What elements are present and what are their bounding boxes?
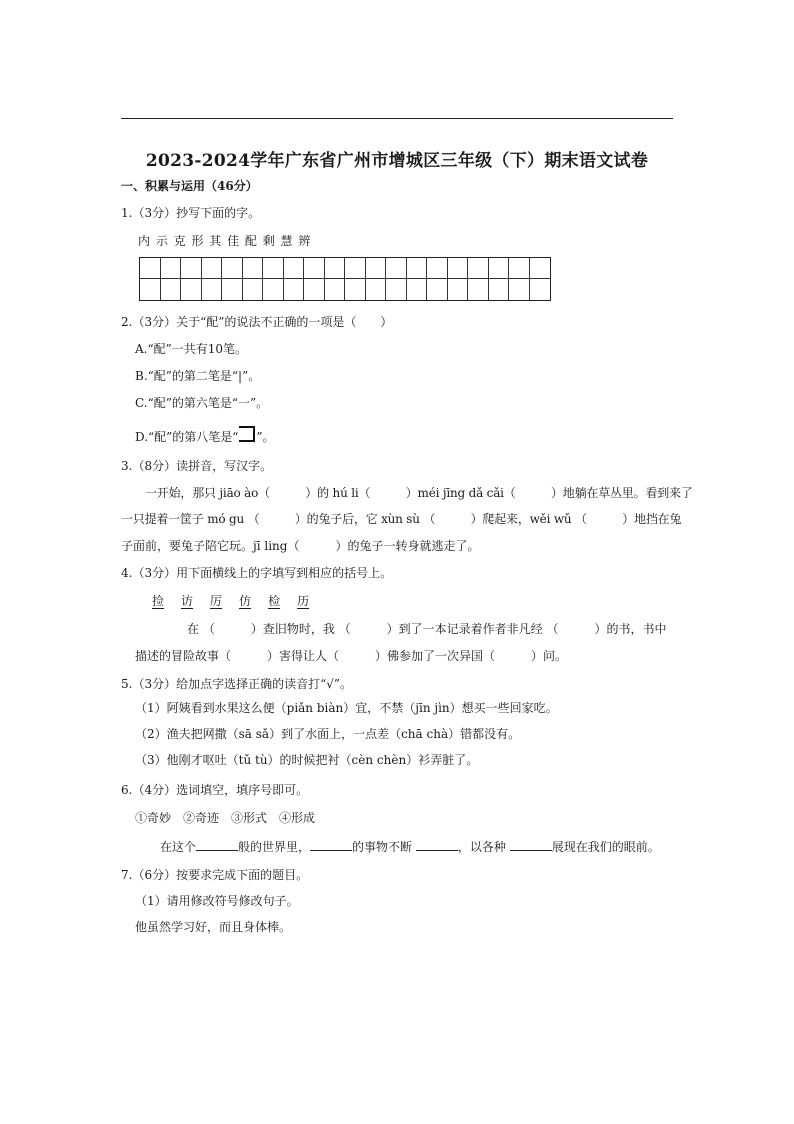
sentence-part-3: 的事物不断 [352, 840, 413, 854]
word-3: 厉 [210, 594, 223, 608]
header-rule [121, 118, 673, 119]
word-1: 捡 [152, 594, 165, 608]
fill-line-2: 描述的冒险故事（ ）害得让人（ ）佛参加了一次异国（ ）问。 [135, 649, 568, 663]
question-1-stem: 1.（3分）抄写下面的字。 [121, 206, 261, 220]
word-5: 检 [268, 594, 281, 608]
question-4-stem: 4.（3分）用下面横线上的字填写到相应的括号上。 [121, 566, 393, 580]
writing-grid[interactable] [139, 257, 551, 301]
blank-4[interactable] [510, 840, 552, 851]
stroke-glyph-icon [239, 426, 255, 442]
sentence-to-fix: 他虽然学习好，而且身体棒。 [135, 920, 292, 934]
word-options: ①奇妙 ②奇迹 ③形式 ④形成 [135, 811, 316, 825]
question-3-stem: 3.（8分）读拼音，写汉字。 [121, 459, 273, 473]
reading-item-1: （1）阿姨看到水果这么便（piǎn biàn）宜，不禁（jīn jìn）想买一些回家吃。 [135, 701, 558, 715]
fill-sentence [160, 840, 660, 854]
word-row [152, 594, 309, 608]
question-7-stem: 7.（6分）按要求完成下面的题目。 [121, 868, 309, 882]
reading-item-3: （3）他刚才呕吐（tǔ tù）的时候把衬（cèn chèn）衫弄脏了。 [135, 753, 479, 767]
blank-1[interactable] [196, 840, 238, 851]
sentence-part-1: 在这个 [160, 840, 197, 854]
word-2: 访 [181, 594, 194, 608]
section-heading: 一、积累与运用（46分） [121, 179, 258, 193]
option-c: C.“配”的第六笔是“一”。 [135, 396, 269, 410]
exam-title: 2023-2024学年广东省广州市增城区三年级（下）期末语文试卷 [145, 151, 649, 171]
question-1-characters: 内 示 克 形 其 佳 配 剩 慧 辨 [138, 234, 312, 248]
pinyin-line-2: 一只提着一筐子 mó gu （ ）的兔子后，它 xùn sù （ ）爬起来，wěi wǔ （ ）地挡在兔 [121, 512, 682, 526]
sentence-part-5: 展现在我们的眼前。 [551, 840, 660, 854]
sentence-part-2: 般的世界里， [238, 840, 311, 854]
pinyin-line-3: 子面前，要兔子陪它玩。jī ling（ ）的兔子一转身就逃走了。 [121, 539, 480, 553]
word-6: 历 [297, 594, 310, 608]
option-d-text: D.“配”的第八笔是“ [135, 430, 239, 444]
option-b: B.“配”的第二笔是“|”。 [135, 369, 261, 383]
word-4: 仿 [239, 594, 252, 608]
sentence-part-4: ，以各种 [457, 840, 506, 854]
question-6-stem: 6.（4分）选词填空，填序号即可。 [121, 783, 309, 797]
option-d-end: ”。 [256, 430, 275, 444]
option-d [135, 426, 275, 444]
question-2-stem: 2.（3分）关于“配”的说法不正确的一项是（ ） [121, 315, 393, 329]
question-7-sub-1: （1）请用修改符号修改句子。 [135, 894, 299, 908]
reading-item-2: （2）渔夫把网撒（sā sǎ）到了水面上，一点差（chā chà）错都没有。 [135, 727, 521, 741]
pinyin-line-1: 一开始，那只 jiāo ào（ ）的 hú li（ ）méi jīng dǎ cǎi（ ）地躺在草丛里。看到来了 [145, 486, 693, 500]
blank-2[interactable] [310, 840, 352, 851]
option-a: A.“配”一共有10笔。 [135, 342, 248, 356]
blank-3[interactable] [416, 840, 458, 851]
question-5-stem: 5.（3分）给加点字选择正确的读音打“√”。 [121, 677, 353, 691]
fill-line-1: 在 （ ）查旧物时，我 （ ）到了一本记录着作者非凡经 （ ）的书，书中 [187, 622, 667, 636]
